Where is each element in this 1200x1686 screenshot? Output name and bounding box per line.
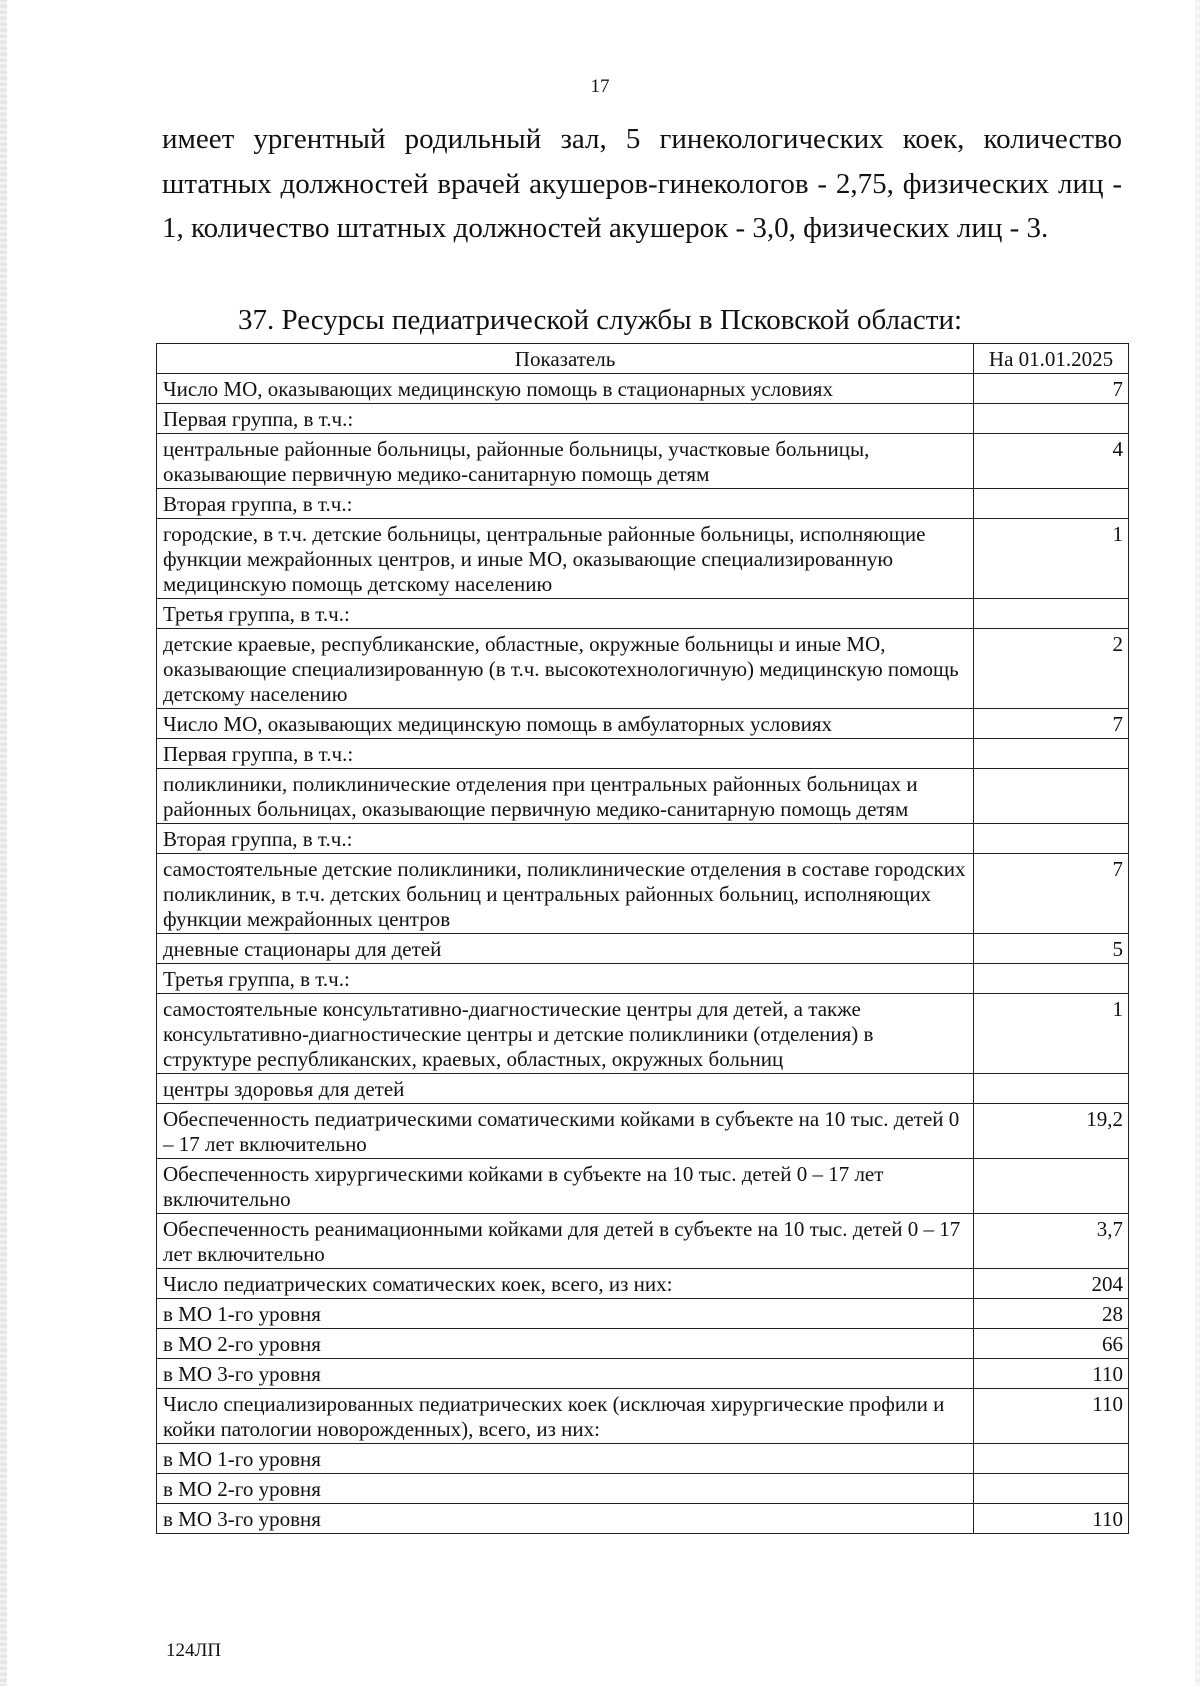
indicator-cell: центры здоровья для детей [157, 1074, 974, 1104]
table-row [157, 519, 1129, 599]
table-row [157, 404, 1129, 434]
table-row [157, 824, 1129, 854]
page-number: 17 [590, 76, 610, 97]
value-cell: 3,7 [974, 1214, 1129, 1269]
indicator-cell: Обеспеченность хирургическими койками в субъекте на 10 тыс. детей 0 – 17 лет включительно [157, 1159, 974, 1214]
value-cell: 2 [974, 629, 1129, 709]
table-caption: 37. Ресурсы педиатрической службы в Псковской области: [237, 304, 963, 336]
value-cell: 28 [974, 1299, 1129, 1329]
table-row [157, 374, 1129, 404]
scan-edge-left [0, 0, 7, 1686]
table-row [157, 934, 1129, 964]
indicator-cell: центральные районные больницы, районные больницы, участковые больницы, оказывающие первичную медико-санитарную помощь детям [157, 434, 974, 489]
value-cell: 110 [974, 1359, 1129, 1389]
scan-edge-right [1195, 0, 1200, 1686]
table-row [157, 434, 1129, 489]
table-row [157, 739, 1129, 769]
table-row [157, 1359, 1129, 1389]
intro-paragraph: имеет ургентный родильный зал, 5 гинекологических коек, количество штатных должностей врачей акушеров-гинекологов - 2,75, физических лиц - 1, количество штатных должностей акушерок - 3,0, физических лиц - 3. [162, 123, 1122, 244]
table-row [157, 964, 1129, 994]
table-row [157, 1214, 1129, 1269]
indicator-cell: в МО 1-го уровня [157, 1299, 974, 1329]
table-body [157, 374, 1129, 1534]
indicator-cell: Первая группа, в т.ч.: [157, 739, 974, 769]
table-row [157, 489, 1129, 519]
indicator-cell: Число МО, оказывающих медицинскую помощь в амбулаторных условиях [157, 709, 974, 739]
table-row [157, 629, 1129, 709]
value-cell [974, 1074, 1129, 1104]
indicator-cell: в МО 1-го уровня [157, 1444, 974, 1474]
value-cell: 110 [974, 1504, 1129, 1534]
table-row [157, 1269, 1129, 1299]
table-row [157, 1474, 1129, 1504]
indicator-cell: самостоятельные детские поликлиники, поликлинические отделения в составе городских поликлиник, в т.ч. детских больниц и центральных районных больниц, исполняющих функции межрайонных центров [157, 854, 974, 934]
table-row [157, 1074, 1129, 1104]
value-cell: 7 [974, 709, 1129, 739]
value-cell: 19,2 [974, 1104, 1129, 1159]
value-cell [974, 1159, 1129, 1214]
document-code: 124ЛП [166, 1640, 222, 1661]
value-cell: 7 [974, 854, 1129, 934]
indicator-cell: поликлиники, поликлинические отделения при центральных районных больницах и районных больницах, оказывающие первичную медико-санитарную помощь детям [157, 769, 974, 824]
value-cell [974, 739, 1129, 769]
indicator-cell: Число педиатрических соматических коек, всего, из них: [157, 1269, 974, 1299]
value-cell: 204 [974, 1269, 1129, 1299]
table-row [157, 1159, 1129, 1214]
value-cell: 7 [974, 374, 1129, 404]
table-row [157, 1104, 1129, 1159]
table-row [157, 1299, 1129, 1329]
value-cell [974, 964, 1129, 994]
indicator-cell: в МО 2-го уровня [157, 1474, 974, 1504]
indicator-cell: городские, в т.ч. детские больницы, центральные районные больницы, исполняющие функции межрайонных центров, и иные МО, оказывающие специализированную медицинскую помощь детскому населению [157, 519, 974, 599]
table-row [157, 769, 1129, 824]
table-row [157, 1329, 1129, 1359]
value-cell [974, 1444, 1129, 1474]
pediatric-resources-table [156, 343, 1129, 1534]
indicator-cell: детские краевые, республиканские, областные, окружные больницы и иные МО, оказывающие специализированную (в т.ч. высокотехнологичную) медицинскую помощь детскому населению [157, 629, 974, 709]
value-cell [974, 824, 1129, 854]
indicator-cell: Вторая группа, в т.ч.: [157, 489, 974, 519]
value-cell: 1 [974, 994, 1129, 1074]
value-cell [974, 404, 1129, 434]
indicator-cell: в МО 3-го уровня [157, 1359, 974, 1389]
indicator-cell: дневные стационары для детей [157, 934, 974, 964]
value-cell [974, 1474, 1129, 1504]
indicator-cell: Третья группа, в т.ч.: [157, 599, 974, 629]
value-cell [974, 489, 1129, 519]
header-date: На 01.01.2025 [974, 344, 1129, 374]
table-header-row [157, 344, 1129, 374]
table-row [157, 1444, 1129, 1474]
table-row [157, 994, 1129, 1074]
indicator-cell: Вторая группа, в т.ч.: [157, 824, 974, 854]
indicator-cell: Обеспеченность педиатрическими соматическими койками в субъекте на 10 тыс. детей 0 – 17 лет включительно [157, 1104, 974, 1159]
table-row [157, 709, 1129, 739]
indicator-cell: Третья группа, в т.ч.: [157, 964, 974, 994]
value-cell: 5 [974, 934, 1129, 964]
table-row [157, 1389, 1129, 1444]
value-cell: 66 [974, 1329, 1129, 1359]
table-row [157, 854, 1129, 934]
table-row [157, 1504, 1129, 1534]
indicator-cell: Число МО, оказывающих медицинскую помощь в стационарных условиях [157, 374, 974, 404]
indicator-cell: Обеспеченность реанимационными койками для детей в субъекте на 10 тыс. детей 0 – 17 лет включительно [157, 1214, 974, 1269]
indicator-cell: самостоятельные консультативно-диагностические центры для детей, а также консультативно-диагностические центры и детские поликлиники (отделения) в структуре республиканских, краевых, областных, окружных больниц [157, 994, 974, 1074]
indicator-cell: в МО 3-го уровня [157, 1504, 974, 1534]
value-cell [974, 769, 1129, 824]
value-cell: 110 [974, 1389, 1129, 1444]
value-cell: 1 [974, 519, 1129, 599]
table-row [157, 599, 1129, 629]
indicator-cell: Число специализированных педиатрических коек (исключая хирургические профили и койки патологии новорожденных), всего, из них: [157, 1389, 974, 1444]
header-indicator: Показатель [157, 344, 974, 374]
indicator-cell: Первая группа, в т.ч.: [157, 404, 974, 434]
value-cell: 4 [974, 434, 1129, 489]
value-cell [974, 599, 1129, 629]
indicator-cell: в МО 2-го уровня [157, 1329, 974, 1359]
